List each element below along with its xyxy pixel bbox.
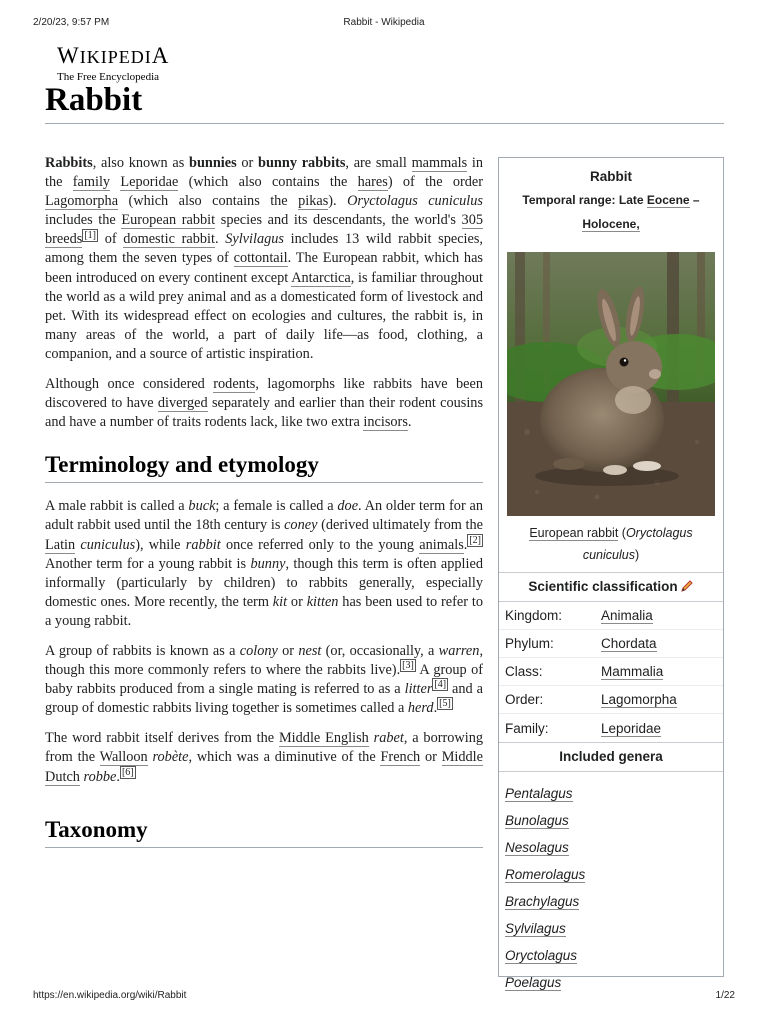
paragraph-terminology-1: A male rabbit is called a buck; a female is called a doe. An older term for an adult rabbit used until the 18th century is coney (derived ultimately from the Latin cuniculus), while rabbit once referred only to the young animals. [2] Another term for a young rabbit is bunny, though this term is often applied informally (particularly by children) to rabbits generally, especially domestic ones. More recently, the term kit or kitten has been used to refer to a young rabbit.	[45, 498, 483, 629]
scientific-classification-heading: Scientific classification	[499, 572, 723, 602]
classification-row-order: Order: Lagomorpha	[499, 686, 723, 714]
temporal-range: Temporal range: Late Eocene – Holocene,	[522, 193, 700, 231]
classification-row-phylum: Phylum: Chordata	[499, 630, 723, 658]
edit-pencil-icon[interactable]	[680, 579, 694, 593]
list-item[interactable]: Pentalagus	[505, 786, 573, 801]
print-page-title: Rabbit - Wikipedia	[343, 17, 425, 28]
link-leporidae-infobox[interactable]: Leporidae	[601, 720, 662, 736]
reference-5[interactable]: [5]	[439, 698, 451, 710]
rabbit-photo[interactable]	[507, 252, 715, 516]
paragraph-terminology-2: A group of rabbits is known as a colony or nest (or, occasionally, a warren, though this more commonly refers to where the rabbits live). [3] A group of baby rabbits produced from a single mating is referred to as a litter [4] and a group of domestic rabbits living together is sometimes called a herd. [5]	[45, 642, 484, 717]
link-family[interactable]: family	[72, 174, 111, 191]
list-item[interactable]: Poelagus	[505, 975, 562, 990]
link-diverged[interactable]: diverged	[157, 395, 208, 412]
logo-tagline: The Free Encyclopedia	[57, 71, 160, 83]
classification-row-kingdom: Kingdom: Animalia	[499, 602, 723, 630]
link-lagomorpha[interactable]: Lagomorpha	[45, 193, 119, 210]
list-item[interactable]: Nesolagus	[505, 840, 569, 855]
paragraph-lagomorphs: Although once considered rodents, lagomorphs like rabbits have been discovered to have diverged separately and earlier than their rodent cousins and have a number of traits rodents lack, like two extra incisors.	[45, 376, 484, 431]
reference-6[interactable]: [6]	[121, 766, 134, 778]
link-middle-dutch[interactable]: Middle Dutch	[45, 749, 484, 785]
link-animals[interactable]: animals	[419, 536, 464, 553]
link-antarctica[interactable]: Antarctica	[291, 269, 351, 286]
link-caption-european-rabbit[interactable]: European rabbit	[529, 526, 619, 540]
link-french[interactable]: French	[380, 749, 421, 766]
link-pikas[interactable]: pikas	[298, 193, 329, 210]
link-cottontail[interactable]: cottontail	[233, 250, 288, 267]
link-mammalia[interactable]: Mammalia	[601, 664, 664, 679]
reference-4[interactable]: [4]	[434, 679, 447, 691]
list-item[interactable]: Sylvilagus	[505, 921, 566, 936]
classification-table	[499, 602, 723, 742]
paragraph-terminology-3: The word rabbit itself derives from the Middle English rabet, a borrowing from the Walloon robète, which was a diminutive of the French or Middle Dutch robbe. [6]	[45, 730, 484, 785]
reference-3[interactable]: [3]	[402, 660, 414, 672]
list-item[interactable]: Bunolagus	[505, 813, 569, 828]
title-divider	[45, 123, 724, 124]
link-mammals[interactable]: mammals	[411, 155, 468, 171]
print-footer	[33, 990, 735, 1004]
print-header	[33, 17, 735, 31]
infobox	[498, 157, 724, 990]
image-caption: European rabbit (Oryctolagus cuniculus)	[529, 526, 693, 562]
link-domestic-rabbit[interactable]: domestic rabbit	[123, 231, 215, 248]
link-305-breeds[interactable]: 305 breeds	[45, 212, 483, 248]
classification-row-class: Class: Mammalia	[499, 658, 723, 686]
print-url: https://en.wikipedia.org/wiki/Rabbit	[33, 990, 187, 1001]
infobox-title: Rabbit	[590, 169, 632, 184]
link-middle-english[interactable]: Middle English	[278, 730, 369, 747]
wikipedia-logo[interactable]	[57, 44, 169, 84]
link-hares[interactable]: hares	[357, 174, 388, 191]
heading-terminology: Terminology and etymology	[45, 450, 483, 483]
link-latin[interactable]: Latin	[45, 536, 76, 553]
link-eocene[interactable]: Eocene	[646, 193, 690, 207]
link-holocene[interactable]: Holocene,	[582, 217, 640, 231]
genera-list	[499, 772, 723, 996]
print-page-number: 1/22	[715, 990, 735, 1001]
link-incisors[interactable]: incisors	[363, 414, 408, 431]
link-chordata[interactable]: Chordata	[601, 636, 657, 651]
classification-row-family: Family: Leporidae	[505, 720, 662, 736]
link-walloon[interactable]: Walloon	[99, 749, 148, 766]
rabbit-photo-illustration	[507, 252, 715, 516]
reference-1[interactable]: [1]	[84, 229, 96, 241]
link-leporidae[interactable]: Leporidae	[120, 174, 179, 191]
intro-paragraph: Rabbits, also known as bunnies or bunny rabbits, are small mammals in the family Leporidae (which also contains the hares) of the order Lagomorpha (which also contains the pikas). Oryctolagus cuniculus includes the European rabbit species and its descendants, the world's 305 breeds [1] of domestic rabbit. Sylvilagus includes 13 wild rabbit species, among them the seven types of cottontail. The European rabbit, which has been introduced on every continent except Antarctica, is familiar throughout the world as a wild prey animal and as a domesticated form of livestock and pet. With its widespread effect on ecologies and cultures, the rabbit is, in many areas of the world, a part of daily life—as food, clothing, a companion, and a source of artistic inspiration.	[45, 155, 484, 362]
print-date: 2/20/23, 9:57 PM	[33, 17, 110, 28]
link-animalia[interactable]: Animalia	[601, 608, 653, 623]
list-item[interactable]: Oryctolagus	[505, 948, 578, 963]
list-item[interactable]: Romerolagus	[505, 867, 586, 882]
page-title: Rabbit	[45, 82, 143, 118]
heading-taxonomy: Taxonomy	[45, 815, 483, 848]
logo-wordmark: WIKIPEDIA	[57, 43, 170, 68]
included-genera-heading: Included genera	[499, 742, 723, 772]
list-item[interactable]: Brachylagus	[505, 894, 580, 909]
link-european-rabbit[interactable]: European rabbit	[121, 212, 216, 229]
link-lagomorpha-infobox[interactable]: Lagomorpha	[601, 692, 677, 707]
article-body	[45, 154, 483, 862]
reference-2[interactable]: [2]	[469, 534, 482, 546]
link-rodents[interactable]: rodents	[213, 376, 256, 393]
